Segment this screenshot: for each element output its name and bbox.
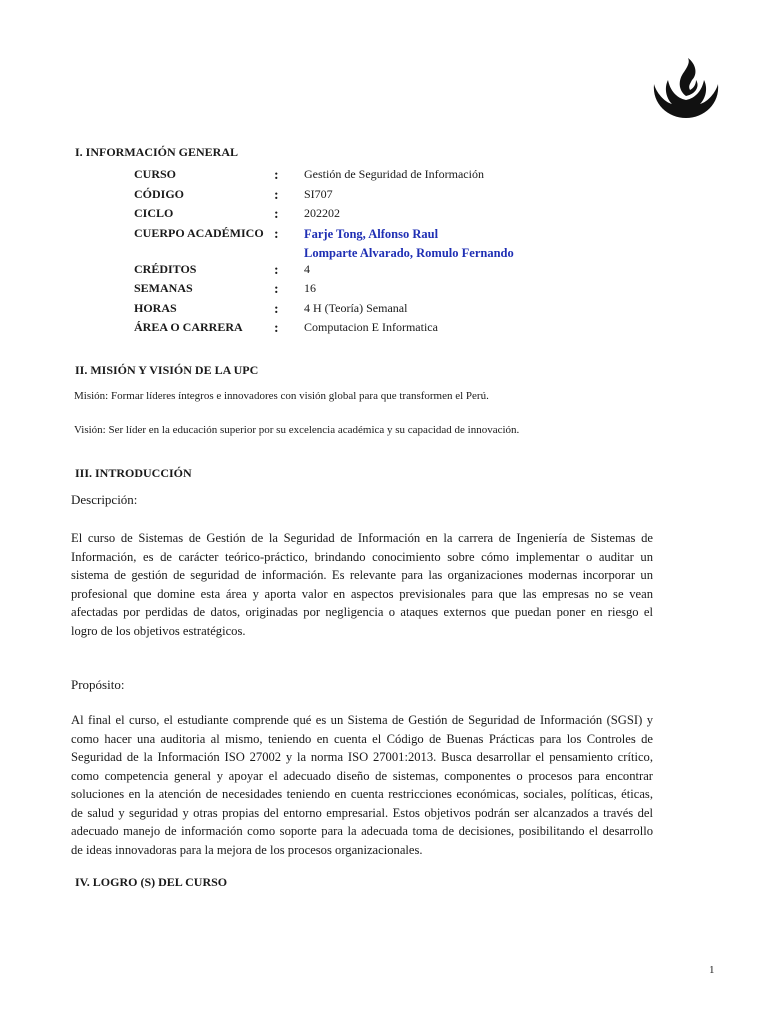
info-colon: : xyxy=(274,302,279,317)
info-colon: : xyxy=(274,263,279,278)
proposito-label: Propósito: xyxy=(71,677,125,692)
info-row-area-carrera xyxy=(0,320,768,340)
info-row-creditos xyxy=(0,262,768,282)
paragraph-line: logro de los objetivos estratégicos. xyxy=(71,623,246,638)
info-colon: : xyxy=(274,321,279,336)
paragraph-line: sistema de gestión de seguridad de información. Es relevante para las organizaciones modernas incorporar un xyxy=(71,568,653,582)
paragraph-line: Seguridad de la Información ISO 27002 y la norma ISO 27001:2013. Busca desarrollar el pensamiento crítico, xyxy=(71,750,653,764)
info-label: ÁREA O CARRERA xyxy=(134,320,243,334)
info-row-horas xyxy=(0,301,768,321)
info-label: SEMANAS xyxy=(134,281,193,295)
proposito-paragraph xyxy=(71,711,653,859)
info-label: HORAS xyxy=(134,301,177,315)
info-label: CÓDIGO xyxy=(134,187,185,201)
paragraph-line: como competencia general y apoyar el adecuado diseño de sistemas, componentes o procesos para encontrar xyxy=(71,768,653,783)
info-value: 4 xyxy=(304,262,310,276)
paragraph-line: de ideas innovadoras para la mejora de los procesos organizacionales. xyxy=(71,842,423,857)
info-label: CUERPO ACADÉMICO xyxy=(134,226,264,240)
page-number: 1 xyxy=(709,964,715,976)
upc-logo-icon xyxy=(650,58,722,120)
info-label: CRÉDITOS xyxy=(134,262,197,276)
mision-text: Misión: Formar líderes íntegros e innovadores con visión global para que transformen el Perú. xyxy=(74,390,489,402)
info-row-semanas xyxy=(0,281,768,301)
info-row-ciclo xyxy=(0,206,768,226)
info-value: Computacion E Informatica xyxy=(304,320,438,334)
info-label: CURSO xyxy=(134,167,177,181)
section-title-informacion-general: I. INFORMACIÓN GENERAL xyxy=(75,145,239,159)
info-label: CICLO xyxy=(134,206,174,220)
section-title-introduccion: III. INTRODUCCIÓN xyxy=(75,466,192,480)
section-title-logro-curso: IV. LOGRO (S) DEL CURSO xyxy=(75,875,228,889)
paragraph-line: como hacer una auditoria al mismo, teniendo en cuenta el Código de Buenas Prácticas para los Controles de xyxy=(71,731,653,746)
info-colon: : xyxy=(274,188,279,203)
info-value: 202202 xyxy=(304,206,340,220)
faculty-name: Farje Tong, Alfonso Raul xyxy=(304,227,439,241)
info-colon: : xyxy=(274,282,279,297)
paragraph-line: afectadas por perdidas de datos, originadas por negligencia o ataques externos que puedan poner en riesgo el xyxy=(71,605,653,619)
faculty-name: Lomparte Alvarado, Romulo Fernando xyxy=(304,246,514,260)
paragraph-line: profesional que domine esta área y aporta valor en aspectos previsionales para que las empresas no se vean xyxy=(71,586,653,601)
info-colon: : xyxy=(274,168,279,183)
section-title-mision-vision: II. MISIÓN Y VISIÓN DE LA UPC xyxy=(75,363,259,377)
info-value: Gestión de Seguridad de Información xyxy=(304,167,484,181)
info-row-curso xyxy=(0,167,768,187)
paragraph-line: de salud y seguridad y otras propias del entorno empresarial. Estos objetivos podrán ser alcanzados a través del xyxy=(71,805,653,820)
info-value: 16 xyxy=(304,281,316,295)
descripcion-label: Descripción: xyxy=(71,492,138,507)
info-value: SI707 xyxy=(304,187,333,201)
paragraph-line: Al final el curso, el estudiante comprende qué es un Sistema de Gestión de Seguridad de Información (SGSI) y xyxy=(71,713,653,727)
vision-text: Visión: Ser líder en la educación superior por su excelencia académica y su capacidad de innovación. xyxy=(74,424,520,436)
info-row-codigo xyxy=(0,187,768,207)
paragraph-line: Información, es de carácter teórico-práctico, brindando conocimiento sobre cómo implementar o auditar un xyxy=(71,549,653,564)
info-value: 4 H (Teoría) Semanal xyxy=(304,301,408,315)
descripcion-paragraph xyxy=(71,529,653,640)
paragraph-line: soluciones en la atención de necesidades teniendo en cuenta restricciones económicas, sociales, políticas, éticas, xyxy=(71,787,653,801)
info-colon: : xyxy=(274,207,279,222)
paragraph-line: adecuado manejo de información como soporte para la adecuada toma de decisiones, posibilitando el desarrollo xyxy=(71,824,653,838)
paragraph-line: El curso de Sistemas de Gestión de la Seguridad de Información en la carrera de Ingeniería de Sistemas de xyxy=(71,531,653,545)
info-row-cuerpo-academico xyxy=(0,226,768,266)
info-colon: : xyxy=(274,227,279,242)
